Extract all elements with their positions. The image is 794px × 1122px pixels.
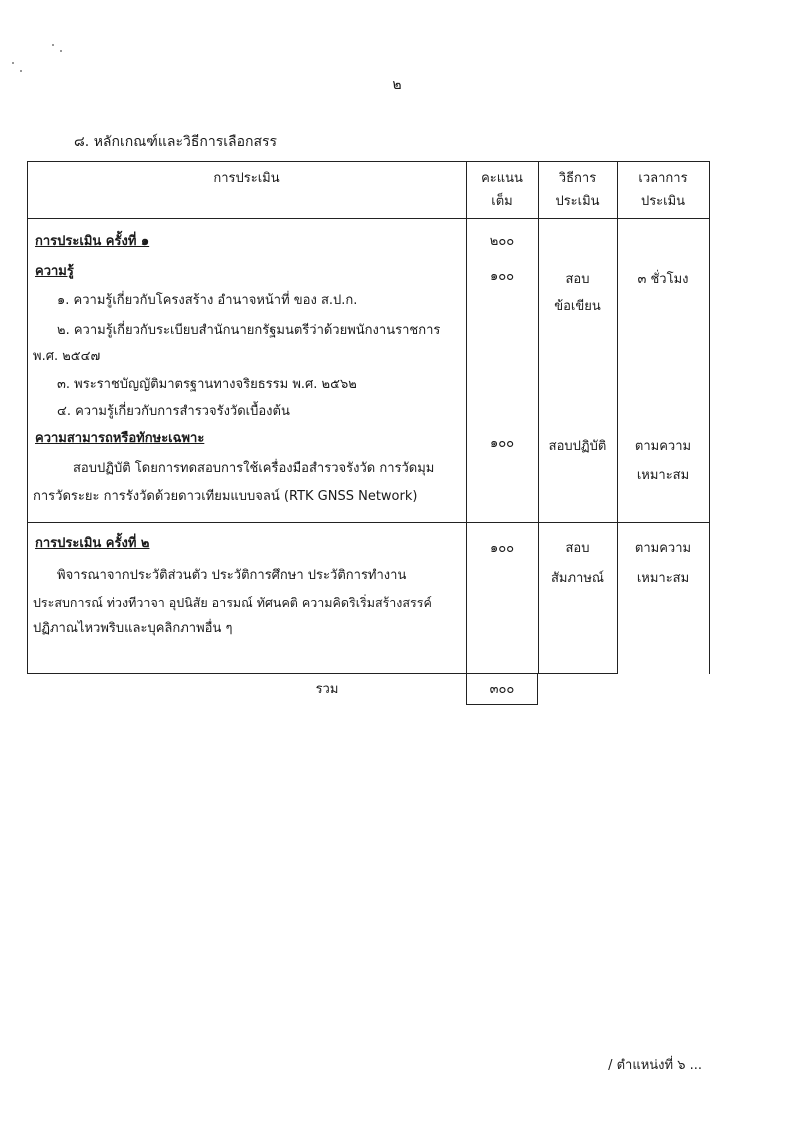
page-number: ๒ <box>392 77 402 93</box>
round1-score: ๒๐๐ <box>489 234 515 249</box>
header-assessment: การประเมิน <box>213 171 280 186</box>
total-row <box>27 674 710 706</box>
header-method: วิธีการ <box>558 171 597 186</box>
footer-continuation: / ตำแหน่งที่ ๖ ... <box>608 1058 702 1073</box>
skill-score: ๑๐๐ <box>489 436 515 451</box>
header-time: เวลาการ <box>638 171 688 186</box>
round2-method-2: สัมภาษณ์ <box>550 571 604 586</box>
knowledge-title: ความรู้ <box>35 264 74 279</box>
total-label: รวม <box>315 682 339 697</box>
skill-description: สอบปฏิบัติ โดยการทดสอบการใช้เครื่องมือสำรวจรังวัด การวัดมุม <box>73 461 435 476</box>
knowledge-method-2: ข้อเขียน <box>554 299 601 314</box>
skill-title: ความสามารถหรือทักษะเฉพาะ <box>35 431 205 446</box>
section-title: ๘. หลักเกณฑ์และวิธีการเลือกสรร <box>74 134 278 150</box>
scan-speck <box>60 50 62 52</box>
knowledge-time: ๓ ชั่วโมง <box>637 272 689 287</box>
round2-time-2: เหมาะสม <box>636 571 690 586</box>
knowledge-item: พ.ศ. ๒๕๔๗ <box>33 349 101 364</box>
round1-title: การประเมิน ครั้งที่ ๑ <box>35 234 150 249</box>
round2-description-3: ปฏิภาณไหวพริบและบุคลิกภาพอื่น ๆ <box>33 621 233 636</box>
scan-speck <box>12 62 14 64</box>
scan-speck <box>52 44 54 46</box>
round2-score: ๑๐๐ <box>489 541 515 556</box>
scan-speck <box>20 70 22 72</box>
header-full-score-2: เต็ม <box>491 194 513 209</box>
skill-method: สอบปฏิบัติ <box>548 439 607 454</box>
header-time-2: ประเมิน <box>640 194 686 209</box>
skill-description-2: การวัดระยะ การรังวัดด้วยดาวเทียมแบบจลน์ (RTK GNSS Network) <box>33 489 418 504</box>
knowledge-item: ๔. ความรู้เกี่ยวกับการสำรวจรังวัดเบื้องต้น <box>57 404 290 419</box>
skill-time-2: เหมาะสม <box>636 468 690 483</box>
knowledge-item: ๓. พระราชบัญญัติมาตรฐานทางจริยธรรม พ.ศ. ๒๕๖๒ <box>57 377 357 392</box>
round2-title: การประเมิน ครั้งที่ ๒ <box>35 536 150 551</box>
round2-method: สอบ <box>565 541 590 556</box>
round2-description: พิจารณาจากประวัติส่วนตัว ประวัติการศึกษา ประวัติการทำงาน <box>57 568 407 583</box>
selection-criteria-table <box>27 161 710 674</box>
round2-description-2: ประสบการณ์ ท่วงทีวาจา อุปนิสัย อารมณ์ ทัศนคติ ความคิดริเริ่มสร้างสรรค์ <box>33 595 432 610</box>
skill-time: ตามความ <box>634 439 692 454</box>
header-method-2: ประเมิน <box>555 194 600 209</box>
knowledge-item: ๑. ความรู้เกี่ยวกับโครงสร้าง อำนาจหน้าที่ ของ ส.ป.ก. <box>57 293 358 308</box>
header-full-score: คะแนน <box>481 171 523 186</box>
total-score-box <box>466 674 538 705</box>
total-score: ๓๐๐ <box>489 682 515 697</box>
knowledge-method: สอบ <box>565 272 590 287</box>
round2-time: ตามความ <box>634 541 692 556</box>
knowledge-score: ๑๐๐ <box>489 269 515 284</box>
knowledge-item: ๒. ความรู้เกี่ยวกับระเบียบสำนักนายกรัฐมนตรีว่าด้วยพนักงานราชการ <box>57 323 441 338</box>
